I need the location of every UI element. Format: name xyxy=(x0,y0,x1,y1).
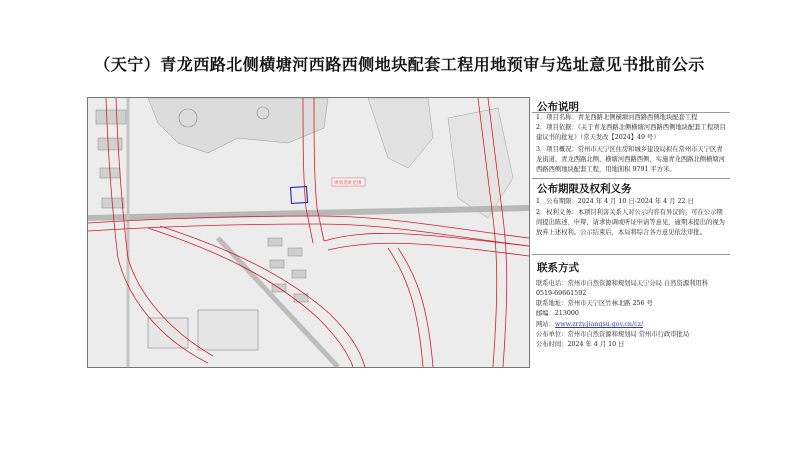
notice-item-1: 1．项目名称：青龙西路北侧横塘河西路西侧地块配套工程 xyxy=(536,114,698,121)
building xyxy=(270,260,284,268)
notice-heading: 公布说明 xyxy=(537,101,579,113)
contact-publisher: 公布单位：常州市自然资源和规划局 常州市行政审批局 xyxy=(536,331,690,338)
contact-postcode: 邮编：213000 xyxy=(536,310,579,317)
building xyxy=(288,248,302,256)
site-plan-map[interactable] xyxy=(88,98,530,367)
page-title: （天宁）青龙西路北侧横塘河西路西侧地块配套工程用地预审与选址意见书批前公示 xyxy=(94,55,705,74)
contact-phone-label: 联系电话：常州市自然资源和规划局天宁分局 自然资源利用科 xyxy=(536,280,709,287)
notice-board xyxy=(87,97,530,368)
building xyxy=(292,270,306,278)
building xyxy=(102,198,124,208)
building xyxy=(268,238,282,246)
site-label: 规划选址范围 xyxy=(334,181,362,186)
contact-phone-number: 0519-69661592 xyxy=(536,290,587,297)
notice-item-2: 2．项目依据：《关于青龙西路北侧横塘河西路西侧地块配套工程项目建议书的批复》（常天发改【2024】49 号） xyxy=(536,124,726,142)
map-drawing xyxy=(88,98,529,367)
contact-publish-date: 公布时间：2024 年 4 月 10 日 xyxy=(536,341,625,348)
field xyxy=(198,310,258,350)
contact-heading: 联系方式 xyxy=(537,262,579,274)
period-item-2: 2．权利义务：本项目利害关系人对公示内容有异议的，可在公示期间提出陈述、申辩，请求协调或听证申请等意见，逾期未提出的视为放弃上述权利。公示结束后，本局将综合各方意见依法审批。 xyxy=(536,209,725,237)
notice-item-3: 3．项目概况：常州市天宁区住房和城乡建设局拟在常州市天宁区青龙街道，青龙西路北侧、横塘河西路西侧，实施青龙西路北侧横塘河西路西侧地块配套工程，用地面积 9791 平方米。 xyxy=(536,146,725,174)
period-item-1: 1．公布期限：2024 年 4 月 10 日-2024 年 4 月 22 日 xyxy=(536,198,694,205)
building xyxy=(96,110,126,124)
website-link[interactable]: www.zrzy.jiangsu.gov.cn/cz/ xyxy=(554,321,644,328)
period-heading: 公布期限及权利义务 xyxy=(537,183,632,195)
contact-address: 联系地址：常州市天宁区竹林北路 256 号 xyxy=(536,300,653,307)
contact-website xyxy=(536,320,643,330)
website-label: 网站： xyxy=(536,321,555,328)
divider xyxy=(532,178,730,179)
divider xyxy=(532,254,730,255)
